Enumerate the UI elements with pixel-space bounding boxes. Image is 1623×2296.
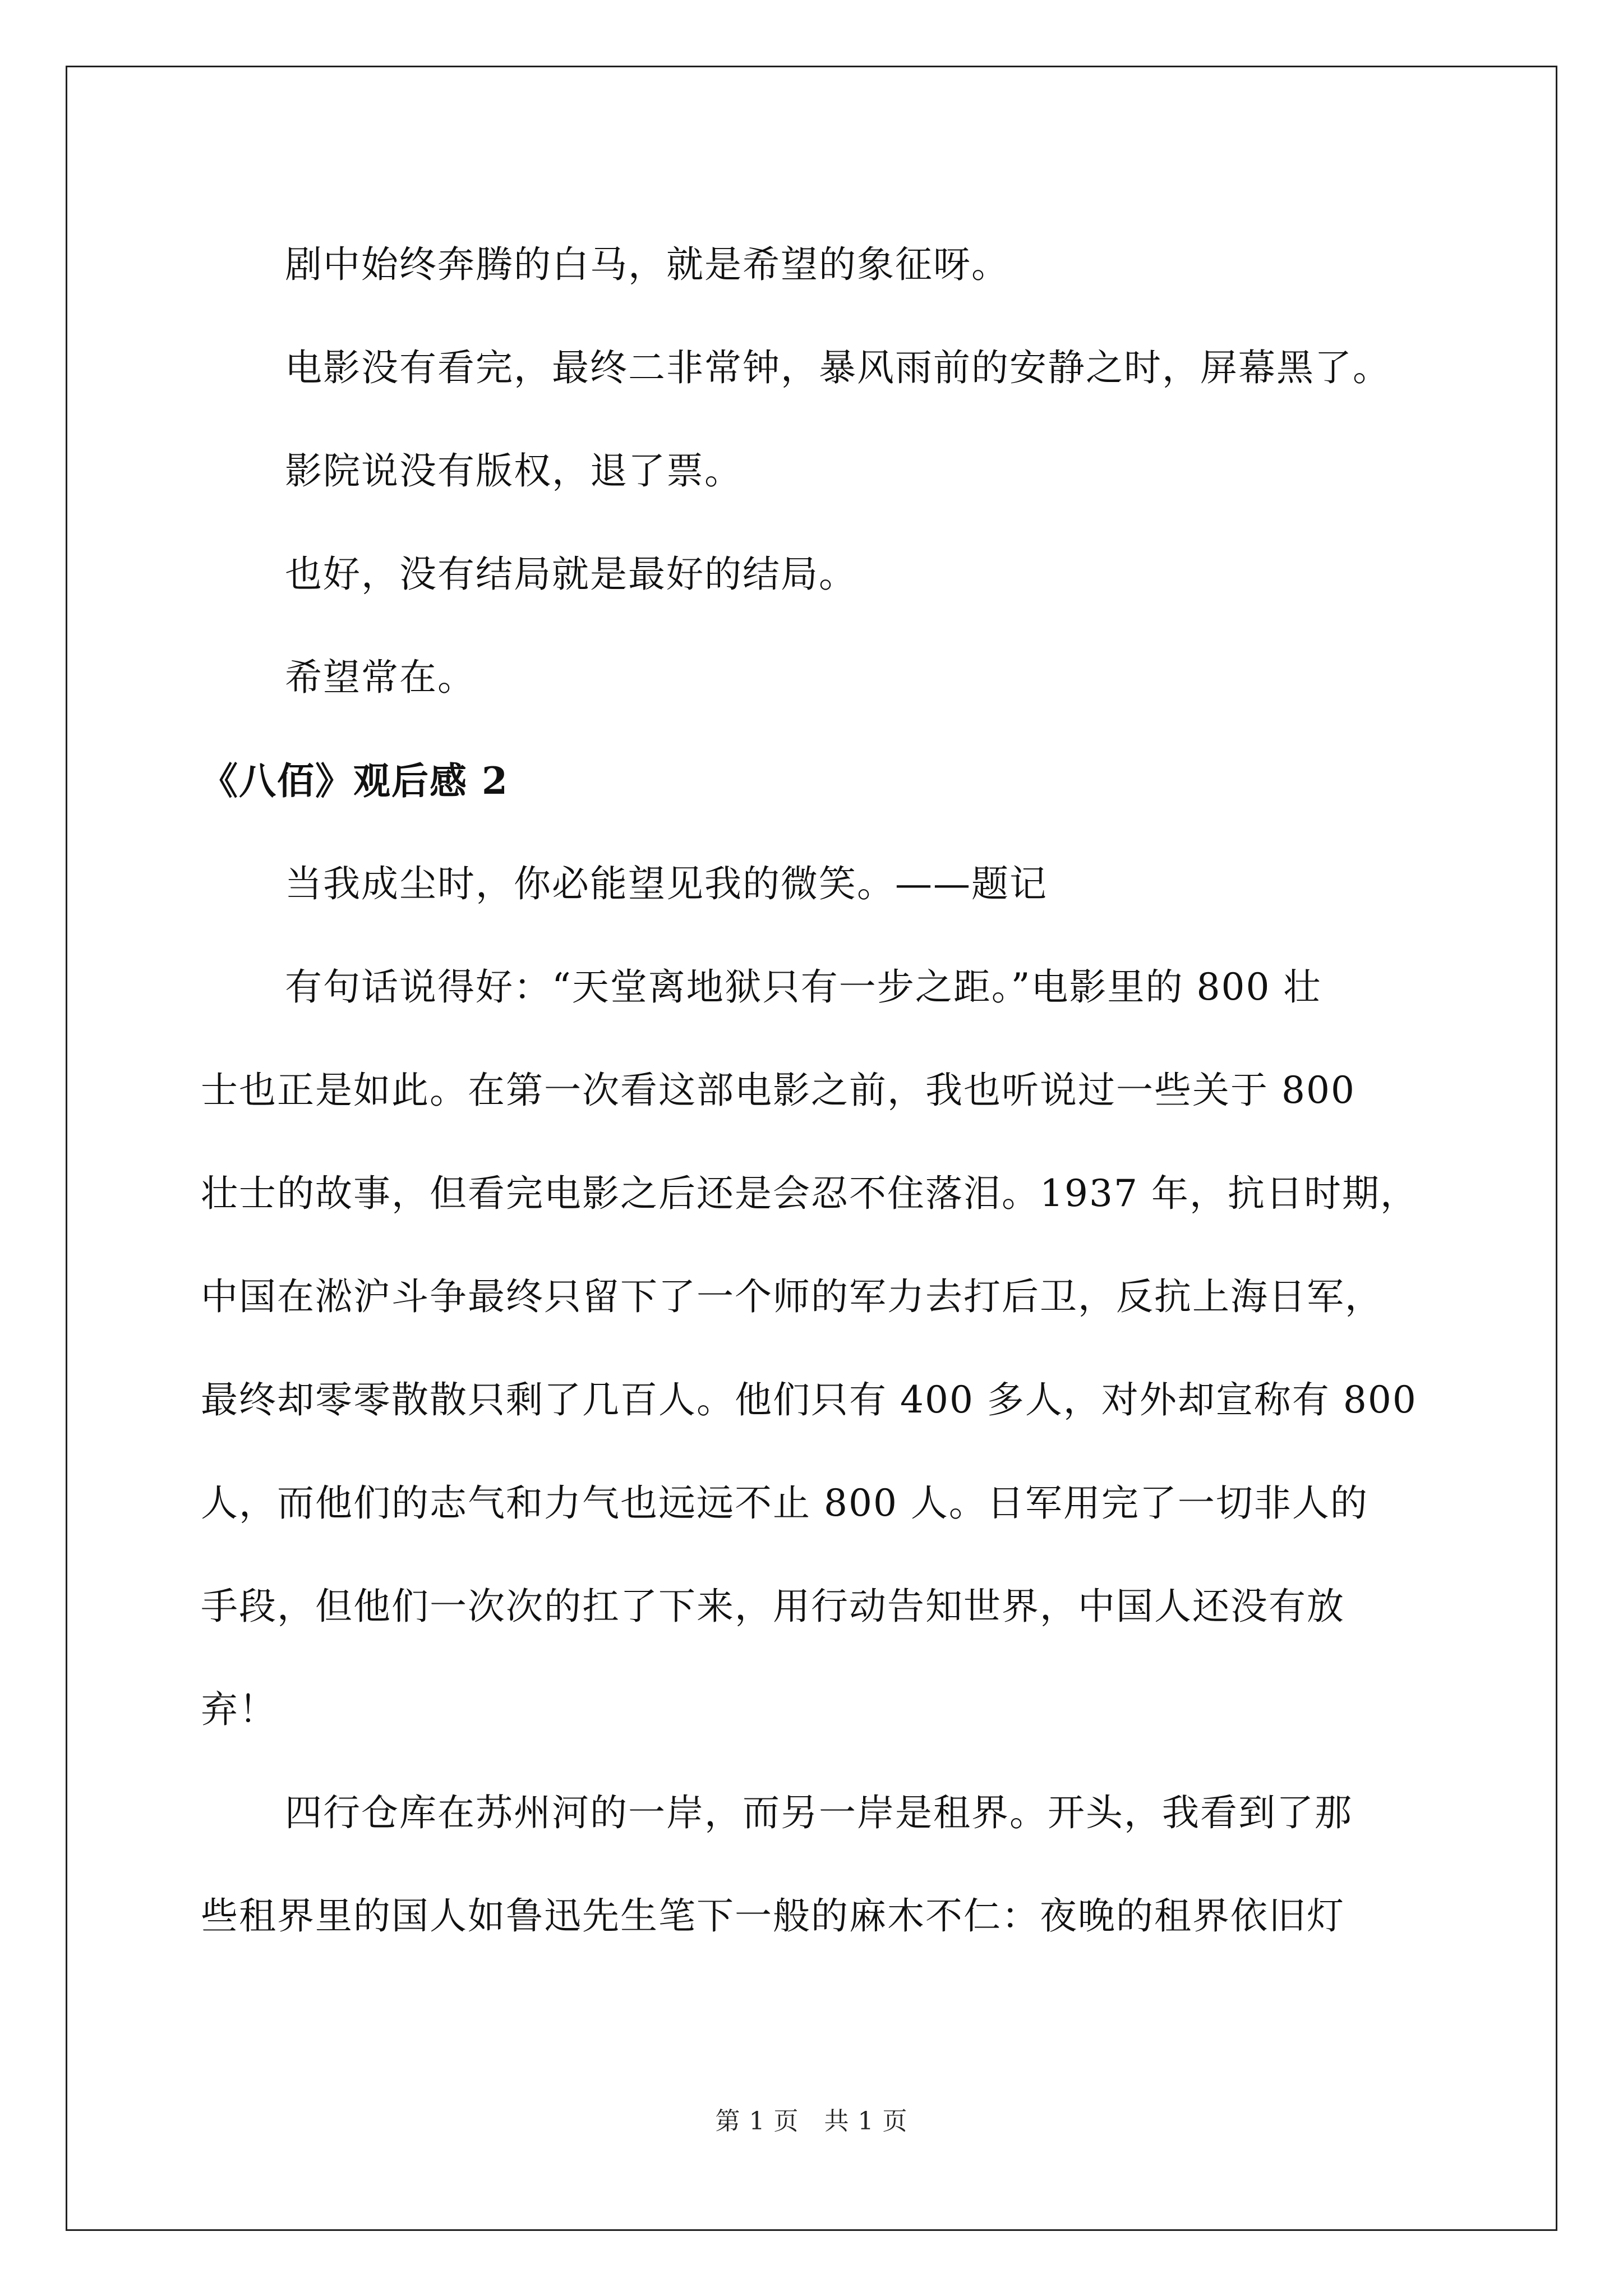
- paragraph-line: 有句话说得好：“天堂离地狱只有一步之距。”电影里的 800 壮: [285, 965, 1322, 1009]
- paragraph-line: 些租界里的国人如鲁迅先生笔下一般的麻木不仁：夜晚的租界依旧灯: [201, 1894, 1345, 1938]
- paragraph-line: 电影没有看完，最终二非常钟，暴风雨前的安静之时，屏幕黑了。: [285, 346, 1391, 389]
- paragraph-line: 也好，没有结局就是最好的结局。: [285, 553, 857, 596]
- paragraph-line: 影院说没有版权，退了票。: [285, 449, 743, 493]
- paragraph-line: 剧中始终奔腾的白马，就是希望的象征呀。: [285, 243, 1009, 286]
- section-heading: 《八佰》观后感 2: [201, 759, 509, 803]
- paragraph-line: 最终却零零散散只剩了几百人。他们只有 400 多人，对外却宣称有 800: [201, 1378, 1417, 1421]
- page-footer: 第 1 页 共 1 页: [715, 2107, 908, 2136]
- paragraph-line: 中国在淞沪斗争最终只留下了一个师的军力去打后卫，反抗上海日军，: [201, 1275, 1383, 1318]
- paragraph-line: 手段，但他们一次次的扛了下来，用行动告知世界，中国人还没有放: [201, 1585, 1345, 1628]
- paragraph-line: 人，而他们的志气和力气也远远不止 800 人。日军用完了一切非人的: [201, 1481, 1368, 1525]
- document-body: [201, 213, 1440, 1968]
- paragraph-line: 四行仓库在苏州河的一岸，而另一岸是租界。开头，我看到了那: [285, 1791, 1353, 1834]
- paragraph-line: 希望常在。: [285, 656, 476, 699]
- epigraph-line: 当我成尘时，你必能望见我的微笑。——题记: [285, 862, 1048, 905]
- paragraph-line: 壮士的故事，但看完电影之后还是会忍不住落泪。1937 年，抗日时期，: [201, 1172, 1418, 1215]
- paragraph-line: 弃！: [201, 1688, 277, 1731]
- paragraph-line: 士也正是如此。在第一次看这部电影之前，我也听说过一些关于 800: [201, 1069, 1355, 1112]
